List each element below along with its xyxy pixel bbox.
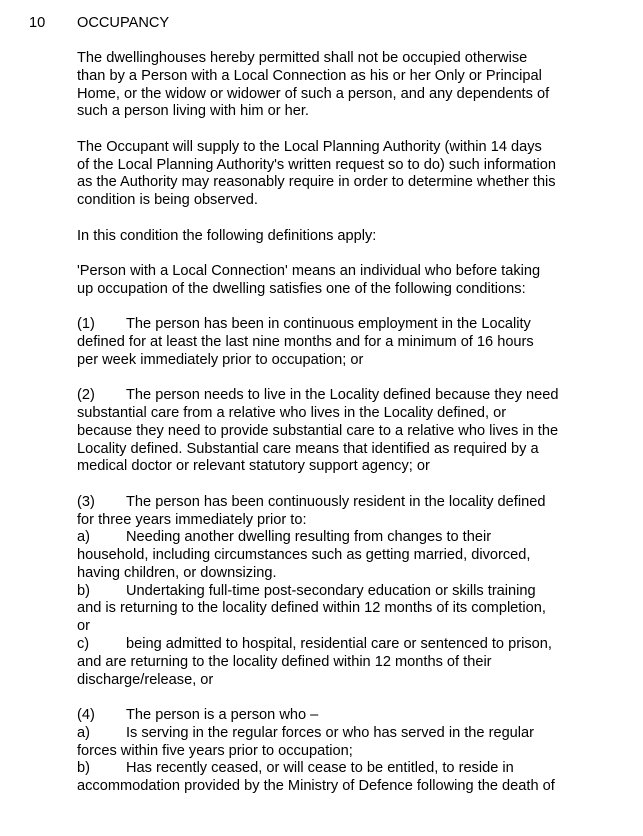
condition-2	[77, 387, 597, 476]
paragraph-occupancy-restriction	[77, 50, 597, 121]
paragraph-definitions-intro	[77, 228, 597, 246]
condition-4	[77, 707, 597, 796]
text-line: condition is being observed.	[77, 192, 258, 209]
condition-label: (1)	[77, 316, 95, 333]
text-line: or	[77, 618, 90, 635]
subcondition-label: b)	[77, 760, 90, 777]
subcondition-label: a)	[77, 724, 90, 741]
subcondition-label: c)	[77, 636, 90, 653]
condition-label: (3)	[77, 493, 95, 510]
condition-first-line: (1) The person has been in continuous employment in the Locality	[77, 316, 531, 333]
text-line: of the Local Planning Authority's written request so to do) such information	[77, 156, 556, 173]
text-line: for three years immediately prior to:	[77, 511, 307, 528]
text-line: having children, or downsizing.	[77, 564, 277, 581]
subcondition-first-line: c) being admitted to hospital, residential care or sentenced to prison,	[77, 636, 552, 653]
document-body	[77, 50, 597, 796]
subcondition-first-line: b) Undertaking full-time post-secondary education or skills training	[77, 582, 536, 599]
text-line: per week immediately prior to occupation; or	[77, 351, 364, 368]
condition-first-line: (2) The person needs to live in the Locality defined because they need	[77, 387, 559, 404]
condition-3	[77, 494, 597, 690]
text-line: household, including circumstances such as getting married, divorced,	[77, 547, 531, 564]
text-line: Home, or the widow or widower of such a person, and any dependents of	[77, 85, 550, 102]
text-line: and are returning to the locality defined within 12 months of their	[77, 653, 492, 670]
text-line: substantial care from a relative who lives in the Locality defined, or	[77, 404, 507, 421]
text-line: and is returning to the locality defined within 12 months of its completion,	[77, 600, 546, 617]
condition-1	[77, 316, 597, 369]
subcondition-label: b)	[77, 582, 90, 599]
paragraph-information-supply	[77, 139, 597, 210]
text-line: In this condition the following definitions apply:	[77, 227, 377, 244]
text-line: 'Person with a Local Connection' means an individual who before taking	[77, 262, 541, 279]
section-title: OCCUPANCY	[77, 15, 170, 31]
text-line: medical doctor or relevant statutory support agency; or	[77, 458, 430, 475]
paragraph-local-connection-definition	[77, 263, 597, 299]
condition-first-line: (4) The person is a person who –	[77, 707, 319, 724]
text-line: up occupation of the dwelling satisfies one of the following conditions:	[77, 280, 526, 297]
section-number: 10	[29, 15, 46, 31]
condition-label: (2)	[77, 387, 95, 404]
condition-first-line: (3) The person has been continuously resident in the locality defined	[77, 493, 546, 510]
text-line: because they need to provide substantial care to a relative who lives in the	[77, 422, 559, 439]
text-line: forces within five years prior to occupation;	[77, 742, 353, 759]
condition-label: (4)	[77, 707, 95, 724]
subcondition-first-line: a) Needing another dwelling resulting from changes to their	[77, 529, 492, 546]
text-line: The dwellinghouses hereby permitted shall not be occupied otherwise	[77, 50, 528, 66]
text-line: as the Authority may reasonably require in order to determine whether this	[77, 174, 556, 191]
text-line: Locality defined. Substantial care means that identified as required by a	[77, 440, 539, 457]
subcondition-label: a)	[77, 529, 90, 546]
text-line: such a person living with him or her.	[77, 103, 309, 120]
text-line: The Occupant will supply to the Local Planning Authority (within 14 days	[77, 138, 542, 155]
text-line: defined for at least the last nine months and for a minimum of 16 hours	[77, 333, 534, 350]
subcondition-first-line: b) Has recently ceased, or will cease to be entitled, to reside in	[77, 760, 514, 777]
text-line: than by a Person with a Local Connection as his or her Only or Principal	[77, 67, 542, 84]
text-line: discharge/release, or	[77, 671, 214, 688]
subcondition-first-line: a) Is serving in the regular forces or who has served in the regular	[77, 724, 535, 741]
text-line: accommodation provided by the Ministry of Defence following the death of	[77, 778, 555, 795]
